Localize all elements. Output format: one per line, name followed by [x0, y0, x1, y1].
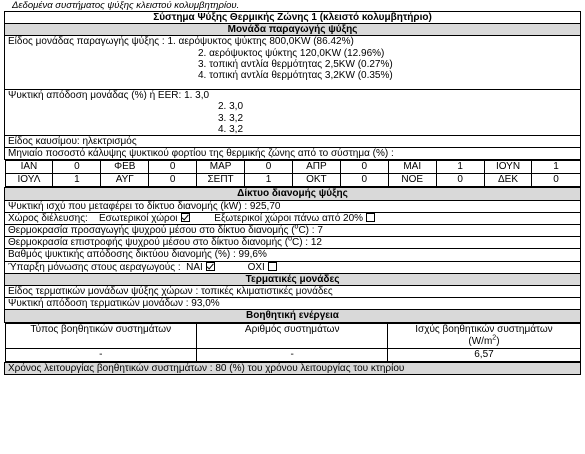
unit-type-cell: [5, 36, 581, 90]
unit-type-row-1: [8, 36, 577, 47]
section-heading-terminals: Τερματικές μονάδες: [5, 273, 581, 285]
aux-unit-prefix: (W/m: [468, 335, 493, 347]
insulation-row: [5, 261, 581, 273]
month-name: ΑΥΓ: [101, 174, 149, 187]
space-inside-label: Εσωτερικοί χώροι: [98, 212, 178, 224]
monthly-coverage-grid: [5, 160, 581, 188]
aux-unit-sup: 2: [492, 334, 497, 342]
unit-item-1: 1. αερόψυκτος ψύκτης 800,0KW (86.42%): [167, 36, 354, 48]
unit-item-4: 4. τοπική αντλία θερμότητας 3,2KW (0.35%): [198, 70, 393, 82]
insulation-yes-checkbox-checked[interactable]: [206, 262, 215, 271]
month-name: ΙΟΥΝ: [484, 161, 532, 174]
eer-item-1: 1. 3,0: [184, 90, 210, 102]
cooling-system-table: [4, 11, 581, 375]
unit-type-label: Είδος μονάδας παραγωγής ψύξης :: [8, 36, 165, 48]
month-name: ΑΠΡ: [292, 161, 340, 174]
monthly-coverage-label: Μηνιαίο ποσοστό κάλυψης ψυκτικού φορτίου της θερμικής ζώνης από το σύστημα (%) :: [5, 148, 581, 160]
month-name: ΣΕΠΤ: [197, 174, 245, 187]
space-outside-label: Εξωτερικοί χώροι πάνω από 20%: [214, 212, 364, 224]
insulation-yes-label: ΝΑΙ: [186, 261, 203, 273]
aux-col-header-power: [388, 323, 580, 348]
return-temp-text: Θερμοκρασία επιστροφής ψυχρού μέσου στο δίκτυο διανομής (: [8, 237, 289, 249]
insulation-no-label: ΟΧΙ: [247, 261, 265, 273]
month-value: 0: [340, 161, 388, 174]
space-outside-checkbox[interactable]: [366, 213, 375, 222]
month-name: ΙΟΥΛ: [5, 174, 53, 187]
figure-caption: Δεδομένα συστήματος ψύξης κλειστού κολυμβητηρίου.: [12, 0, 240, 11]
aux-power-header-text: Ισχύς βοηθητικών συστημάτων: [415, 323, 553, 335]
auxiliary-grid: [5, 322, 581, 362]
months-row-1: [5, 161, 580, 174]
month-value: 0: [340, 174, 388, 187]
degree-symbol: o: [288, 236, 292, 243]
space-inside-checkbox-checked[interactable]: [181, 213, 190, 222]
supply-temp-text: Θερμοκρασία προσαγωγής ψυχρού μέσου στο δίκτυο διανομής (: [8, 225, 295, 237]
month-value: 1: [436, 161, 484, 174]
passage-space-row: [5, 212, 581, 224]
month-value: 0: [149, 174, 197, 187]
month-name: ΜΑΙ: [388, 161, 436, 174]
terminal-type: Είδος τερματικών μονάδων ψύξης χώρων : τοπικές κλιματιστικές μονάδες: [5, 286, 581, 298]
aux-value-count: -: [196, 348, 387, 361]
months-row-2: [5, 174, 580, 187]
section-heading-auxiliary: Βοηθητική ενέργεια: [5, 310, 581, 322]
month-value: 0: [245, 161, 293, 174]
insulation-no-checkbox[interactable]: [268, 262, 277, 271]
fuel-type: Είδος καυσίμου: ηλεκτρισμός: [5, 136, 581, 148]
month-value: 0: [436, 174, 484, 187]
aux-col-header-count: Αριθμός συστημάτων: [196, 323, 387, 348]
network-power: Ψυκτική ισχύ που μεταφέρει το δίκτυο διανομής (kW) : 925,70: [5, 200, 581, 212]
aux-power-unit: [390, 336, 577, 348]
month-value: 1: [53, 174, 101, 187]
network-efficiency: Βαθμός ψυκτικής απόδοσης δικτύου διανομής (%) : 99,6%: [5, 249, 581, 261]
month-name: ΟΚΤ: [292, 174, 340, 187]
aux-operation-time: Χρόνος λειτουργίας βοηθητικών συστημάτων : 80 (%) του χρόνου λειτουργίας του κτηρίου: [5, 362, 581, 374]
month-value: 1: [532, 161, 580, 174]
unit-item-3: 3. τοπική αντλία θερμότητας 2,5KW (0.27%): [198, 58, 393, 70]
section-heading-production: Μονάδα παραγωγής ψύξης: [5, 24, 581, 36]
insulation-label: Ύπαρξη μόνωσης στους αεραγωγούς :: [8, 261, 181, 273]
section-heading-network: Δίκτυο διανομής ψύξης: [5, 188, 581, 200]
aux-unit-suffix: ): [496, 335, 500, 347]
month-name: ΝΟΕ: [388, 174, 436, 187]
eer-cell: [5, 90, 581, 136]
return-temp-value: C) : 12: [291, 237, 322, 249]
month-name: ΜΑΡ: [197, 161, 245, 174]
eer-item-2: 2. 3,0: [218, 101, 244, 113]
passage-space-label: Χώρος διέλευσης:: [8, 212, 88, 224]
supply-temp-value: C) : 7: [298, 225, 323, 237]
month-name: ΙΑΝ: [5, 161, 53, 174]
unit-item-2: 2. αερόψυκτος ψύκτης 120,0KW (12.96%): [198, 47, 385, 59]
degree-symbol: o: [294, 224, 299, 231]
terminal-efficiency: Ψυκτική απόδοση τερματικών μονάδων : 93,0%: [5, 298, 581, 310]
month-value: 1: [245, 174, 293, 187]
return-temperature: [5, 237, 581, 249]
month-name: ΔΕΚ: [484, 174, 532, 187]
month-value: 0: [149, 161, 197, 174]
supply-temperature: [5, 225, 581, 237]
aux-value-type: -: [5, 348, 196, 361]
eer-item-4: 4. 3,2: [218, 123, 244, 135]
aux-col-header-type: Τύπος βοηθητικών συστημάτων: [5, 323, 196, 348]
aux-value-power: 6,57: [388, 348, 580, 361]
eer-label: Ψυκτική απόδοση μονάδας (%) ή EER:: [8, 90, 182, 102]
eer-item-3: 3. 3,2: [218, 112, 244, 124]
month-value: 0: [53, 161, 101, 174]
month-value: 0: [532, 174, 580, 187]
table-title: Σύστημα Ψύξης Θερμικής Ζώνης 1 (κλειστό κολυμβητήριο): [5, 12, 581, 24]
month-name: ΦΕΒ: [101, 161, 149, 174]
